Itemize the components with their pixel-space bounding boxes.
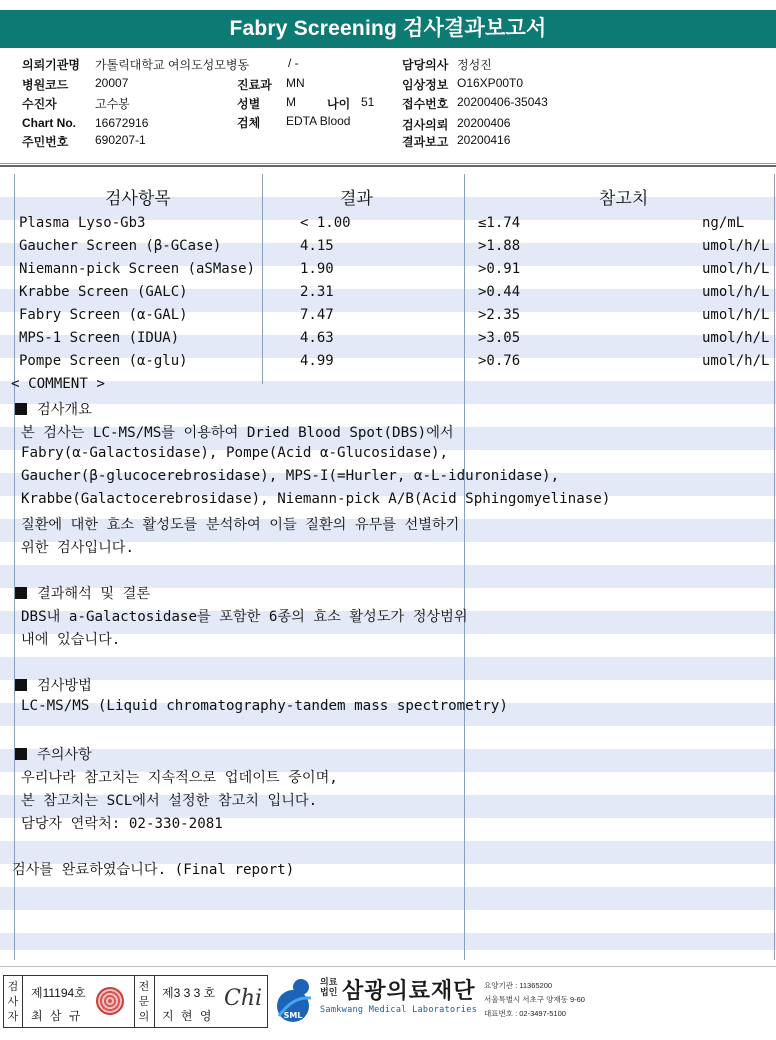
org-english-name: Samkwang Medical Laboratories [320,1005,478,1015]
tester-vertical-label: 검사자 [7,981,19,1023]
doctor-value: 정성진 [457,58,492,72]
institution-value: 가톨릭대학교 여의도성모병동 [95,58,250,72]
request-value: 20200406 [457,116,511,130]
hospital-code-label: 병원코드 [22,78,69,92]
org-address: 서울특별시 서초구 양재동 9-60 [484,995,585,1004]
patient-info-block [0,52,776,164]
row-result: 4.99 [300,353,334,369]
section-heading [15,744,92,764]
row-reference: >3.05 [478,330,521,346]
table-row [0,327,776,350]
report-value: 20200416 [457,133,511,147]
box-divider [22,976,23,1027]
square-bullet-icon [15,587,27,599]
org-corp-label [320,977,337,997]
age-label: 나이 [327,97,351,111]
header-reference: 참고치 [599,189,649,209]
clinical-label: 임상정보 [402,78,449,92]
text-line: 질환에 대한 효소 활성도를 분석하여 이들 질환의 유무를 선별하기 [21,517,460,533]
hospital-code-value: 20007 [95,76,129,90]
final-report-line: 검사를 완료하였습니다. (Final report) [12,862,295,878]
text-line: 우리나라 참고치는 지속적으로 업데이트 중이며, [21,770,338,786]
patient-label: 수진자 [22,97,57,111]
request-label: 검사의뢰 [402,118,449,132]
row-item: Krabbe Screen (GALC) [19,284,188,300]
chart-value: 16672916 [95,116,149,130]
row-item: Plasma Lyso-Gb3 [19,215,146,231]
report-label: 결과보고 [402,135,449,149]
doctor-label: 담당의사 [402,58,449,72]
table-row [0,281,776,304]
receipt-value: 20200406-35043 [457,95,548,109]
row-unit: umol/h/L [702,261,770,277]
org-name: 삼광의료재단 [342,979,476,1004]
row-unit: umol/h/L [702,284,770,300]
chart-label: Chart No. [22,116,76,130]
specimen-value: EDTA Blood [286,114,351,128]
text-line: 본 참고치는 SCL에서 설정한 참고치 입니다. [21,793,318,809]
section-title: 주의사항 [37,747,92,763]
square-bullet-icon [15,403,27,415]
row-reference: >2.35 [478,307,521,323]
rrn-value: 690207-1 [95,133,146,147]
rrn-label: 주민번호 [22,135,69,149]
text-line: 내에 있습니다. [21,632,121,648]
specimen-label: 검체 [237,116,261,130]
table-row [0,350,776,373]
tester-seal-icon [96,987,124,1015]
text-line: Krabbe(Galactocerebrosidase), Niemann-pick A/B(Acid Sphingomyelinase) [21,491,611,507]
row-item: Pompe Screen (α-glu) [19,353,188,369]
institution-label: 의뢰기관명 [22,58,80,72]
row-reference: >1.88 [478,238,521,254]
row-result: 2.31 [300,284,334,300]
dept-label: 진료과 [237,78,272,92]
text-line: DBS내 a-Galactosidase를 포함한 6종의 효소 활성도가 정상범위 [21,609,468,625]
table-row [0,258,776,281]
comment-header: < COMMENT > [11,376,105,392]
table-row [0,304,776,327]
row-result: 1.90 [300,261,334,277]
row-reference: >0.76 [478,353,521,369]
row-item: Gaucher Screen (β-GCase) [19,238,222,254]
box-divider [154,976,155,1027]
tester-name: 최 삼 규 [31,1009,83,1023]
row-unit: ng/mL [702,215,745,231]
sml-logo-icon [271,976,317,1026]
row-unit: umol/h/L [702,238,770,254]
section-title: 검사방법 [37,678,92,694]
receipt-label: 접수번호 [402,97,449,111]
section-heading [15,399,92,419]
text-line: Fabry(α-Galactosidase), Pompe(Acid α-Glucosidase), [21,445,449,461]
table-row [0,235,776,258]
text-line: 담당자 연락처: 02-330-2081 [21,816,223,832]
row-item: Fabry Screen (α-GAL) [19,307,188,323]
header-result: 결과 [340,189,373,209]
row-reference: ≤1.74 [478,215,521,231]
org-corp-line: 의료 [320,977,338,987]
text-line: 본 검사는 LC-MS/MS를 이용하여 Dried Blood Spot(DBS)에서 [21,425,454,441]
logo-text: SML [283,1011,303,1020]
patient-value: 고수봉 [95,97,130,111]
signature-box [3,975,268,1028]
section-title: 검사개요 [37,402,92,418]
row-result: < 1.00 [300,215,351,231]
section-heading [15,583,150,603]
row-unit: umol/h/L [702,353,770,369]
row-item: MPS-1 Screen (IDUA) [19,330,180,346]
box-divider [134,976,135,1027]
table-row [0,212,776,235]
row-reference: >0.91 [478,261,521,277]
dept-value: MN [286,76,305,90]
results-table-header [0,178,776,208]
square-bullet-icon [15,748,27,760]
specialist-name: 지 현 영 [162,1009,214,1023]
row-unit: umol/h/L [702,330,770,346]
report-title: Fabry Screening 검사결과보고서 [0,10,776,48]
row-result: 4.63 [300,330,334,346]
section-heading [15,675,92,695]
row-unit: umol/h/L [702,307,770,323]
sex-label: 성별 [237,97,261,111]
age-value: 51 [361,95,375,109]
header-item: 검사항목 [105,189,171,209]
institution-extra: / - [288,56,299,70]
row-reference: >0.44 [478,284,521,300]
specialist-vertical-label: 전문의 [138,981,150,1023]
section-title: 결과해석 및 결론 [37,586,151,602]
row-result: 7.47 [300,307,334,323]
specialist-signature: Chi [224,986,263,1011]
square-bullet-icon [15,679,27,691]
text-line: LC-MS/MS (Liquid chromatography-tandem mass spectrometry) [21,698,508,714]
row-item: Niemann-pick Screen (aSMase) [19,261,256,277]
specialist-license-no: 제3 3 3 호 [162,986,216,1000]
clinical-value: O16XP00T0 [457,76,524,90]
tester-license-no: 제11194호 [31,986,86,1000]
footer-divider [0,966,776,967]
org-phone: 대표번호 : 02-3497-5100 [484,1009,566,1018]
row-result: 4.15 [300,238,334,254]
org-code: 요양기관 : 11365200 [484,981,553,990]
info-divider [0,163,776,167]
text-line: Gaucher(β-glucocerebrosidase), MPS-I(=Hurler, α-L-iduronidase), [21,468,560,484]
text-line: 위한 검사입니다. [21,540,135,556]
sex-value: M [286,95,296,109]
org-corp-line: 법인 [320,987,338,997]
